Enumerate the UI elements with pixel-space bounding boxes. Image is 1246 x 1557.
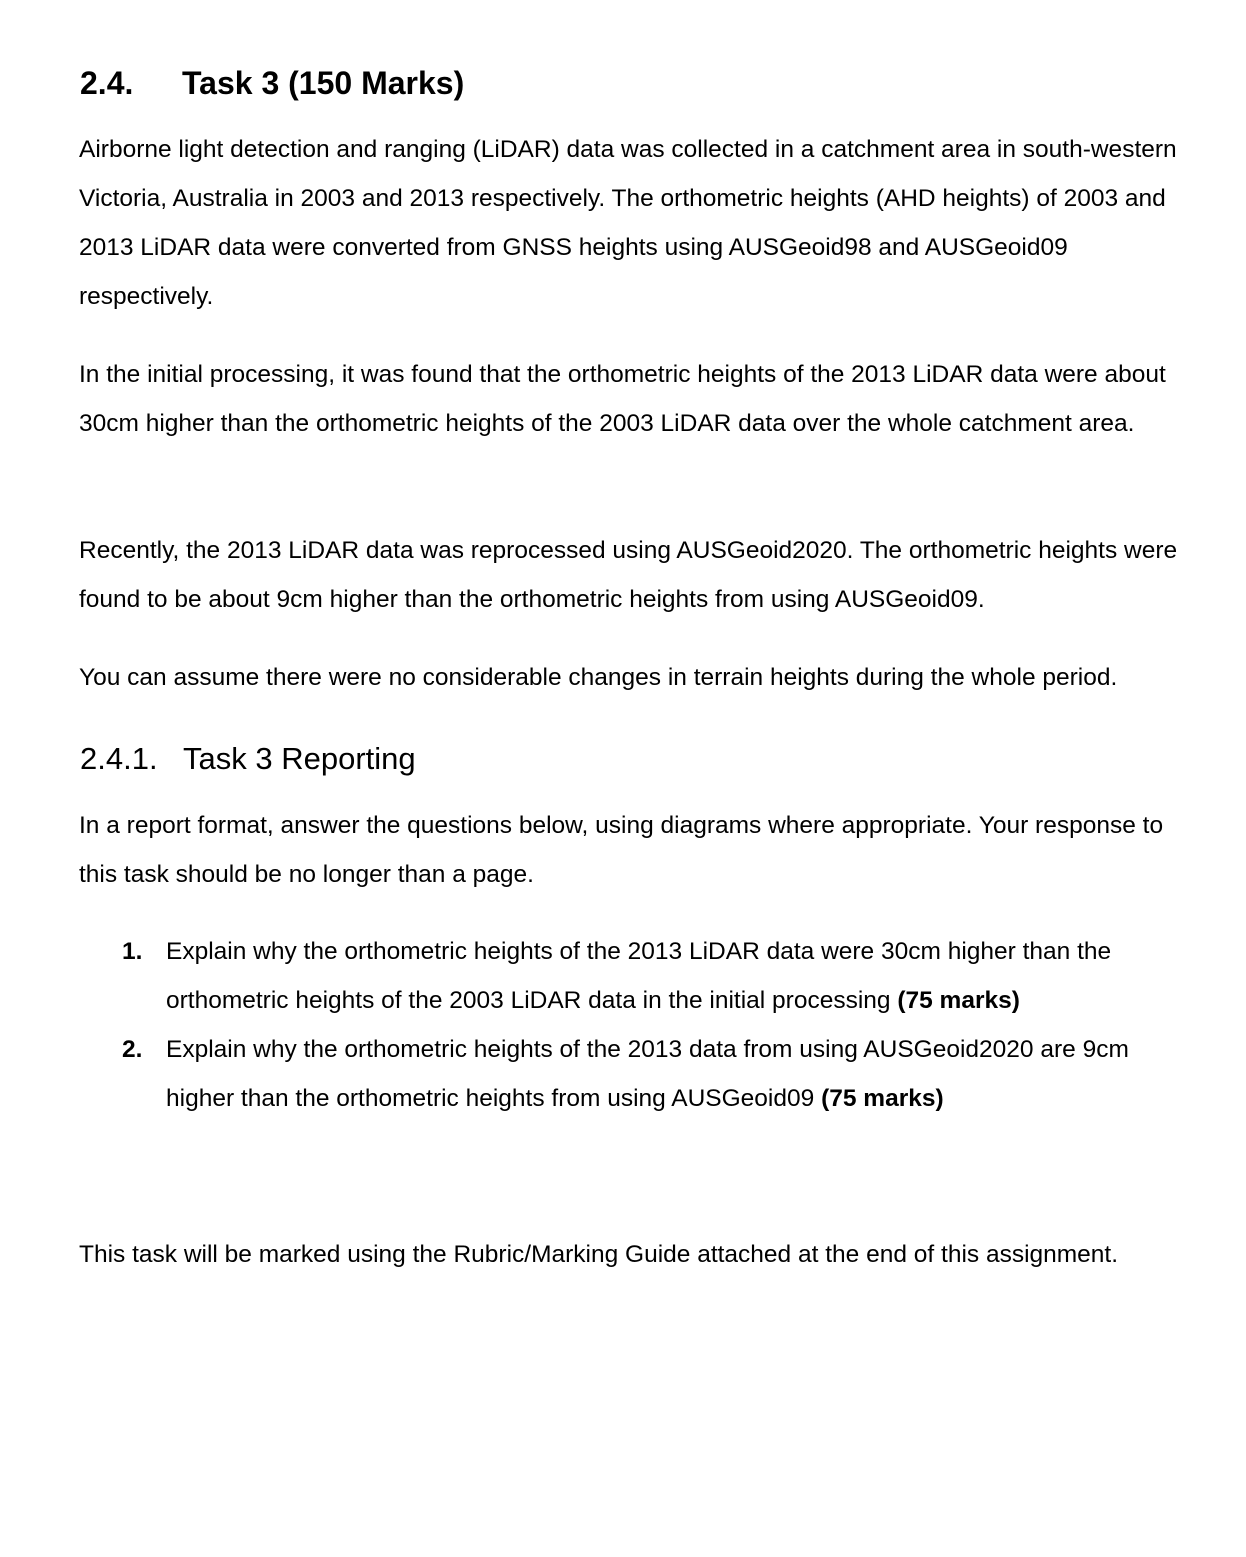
section-number: 2.4. (80, 65, 134, 101)
paragraph-reprocessing: Recently, the 2013 LiDAR data was reprocessed using AUSGeoid2020. The orthometric heights were found to be about 9cm higher than the orthometric heights from using AUSGeoid09. (79, 537, 1178, 613)
paragraph-marking-note: This task will be marked using the Rubric/Marking Guide attached at the end of this assignment. (79, 1241, 1119, 1268)
question-text-container (166, 927, 1156, 1025)
section-heading (80, 62, 464, 104)
question-text-container (166, 1025, 1156, 1123)
paragraph-assumption: You can assume there were no considerable changes in terrain heights during the whole period. (79, 664, 1118, 691)
subsection-number: 2.4.1. (80, 741, 158, 776)
paragraph-lidar-collection: Airborne light detection and ranging (LiDAR) data was collected in a catchment area in south-western Victoria, Australia in 2003 and 2013 respectively. The orthometric heights (AHD heights) of 2003 and 2013 LiDAR data were converted from GNSS heights using AUSGeoid98 and AUSGeoid09 respectively. (79, 136, 1177, 310)
paragraph-initial-processing: In the initial processing, it was found that the orthometric heights of the 2013 LiDAR data were about 30cm higher than the orthometric heights of the 2003 LiDAR data over the whole catchment area. (79, 361, 1166, 437)
list-item (0, 927, 1246, 1025)
question-number: 1. (122, 938, 143, 965)
subsection-title: Task 3 Reporting (183, 741, 416, 776)
question-marks: (75 marks) (897, 987, 1020, 1014)
question-number: 2. (122, 1036, 143, 1063)
list-item (0, 1025, 1246, 1123)
question-text: Explain why the orthometric heights of the 2013 LiDAR data were 30cm higher than the orthometric heights of the 2003 LiDAR data in the initial processing (166, 938, 1112, 1014)
question-text: Explain why the orthometric heights of the 2013 data from using AUSGeoid2020 are 9cm higher than the orthometric heights from using AUSGeoid09 (166, 1036, 1129, 1112)
section-title: Task 3 (150 Marks) (182, 65, 465, 101)
question-list (0, 927, 1246, 1123)
question-marks: (75 marks) (821, 1085, 944, 1112)
subsection-heading (80, 738, 416, 780)
paragraph-report-instructions: In a report format, answer the questions below, using diagrams where appropriate. Your response to this task should be no longer than a page. (79, 812, 1164, 888)
